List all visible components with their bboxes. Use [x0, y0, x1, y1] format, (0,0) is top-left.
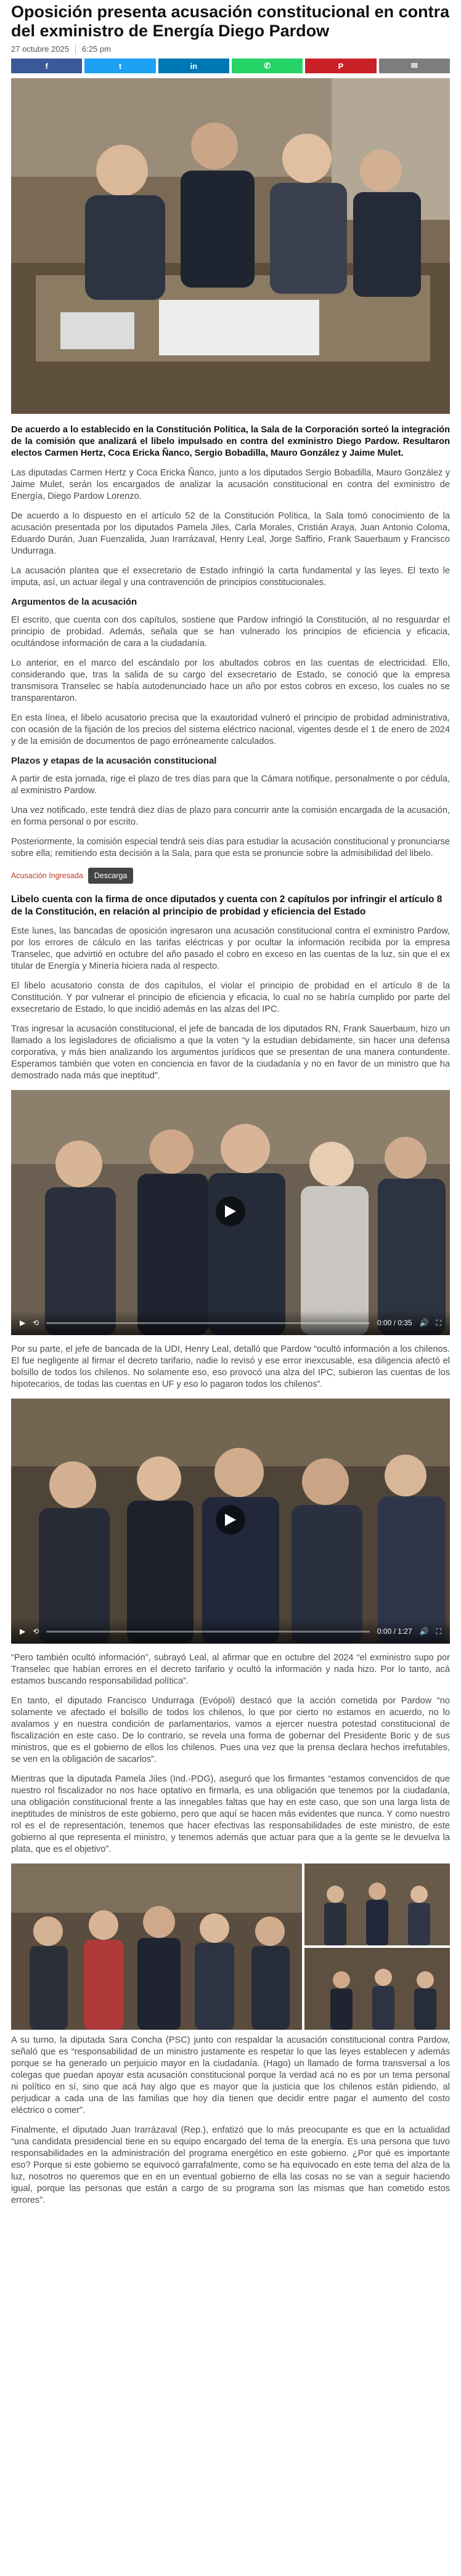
video-progress-bar[interactable]: [46, 1322, 370, 1324]
email-icon: ✉: [410, 61, 418, 70]
volume-icon[interactable]: 🔊: [419, 1318, 429, 1327]
video-progress-bar[interactable]: [46, 1631, 370, 1633]
facebook-icon: f: [45, 61, 48, 71]
share-bar: [11, 59, 450, 73]
paragraph: En esta línea, el libelo acusatorio precisa que la exautoridad vulneró el principio de probidad administrativa, con ocasión de la fijación de los precios del sistema eléctrico nacional, vigentes desde el 1 de enero de 2024 y de la emisión de documentos de pago erróneamente calculados.: [11, 713, 450, 746]
whatsapp-icon: ✆: [264, 61, 271, 70]
linkedin-share-button[interactable]: [158, 59, 229, 73]
pinterest-icon: P: [338, 61, 344, 71]
hero-photo: [11, 78, 450, 417]
paragraph: “Pero también ocultó información”, subrayó Leal, al afirmar que en octubre del 2024 “el exministro supo por Transelec que habían errores en el decreto tarifario y ocultó la información y nada hizo. Por lo tanto, acá estamos buscando responsabilidad política”.: [11, 1653, 450, 1686]
video-controls: [11, 1310, 450, 1335]
paragraph: La acusación plantea que el exsecretario de Estado infringió la carta fundamental y las leyes. El texto le imputa, así, un actuar ilegal y una contravención de principios constitucionales.: [11, 566, 450, 587]
play-icon[interactable]: ▶: [20, 1627, 26, 1636]
paragraph: Por su parte, el jefe de bancada de la UDI, Henry Leal, detalló que Pardow “ocultó información a los chilenos. El fue negligente al firmar el decreto tarifario, nadie lo revisó y ese error inexcusable, esa diligencia afectó el bolsillo de todos los chilenos. No solamente eso, eso provocó una alza del IPC, subieron las cuentas de los hipotecarios, de todas las cuentas en UF y eso lo pagaron todos los chilenos”.: [11, 1344, 450, 1389]
play-button[interactable]: [216, 1505, 245, 1535]
video-time: 0:00 / 1:27: [377, 1627, 412, 1636]
volume-icon[interactable]: 🔊: [419, 1627, 429, 1636]
paragraph: A partir de esta jornada, rige el plazo de tres días para que la Cámara notifique, personalmente o por cédula, al exministro Pardow.: [11, 774, 450, 796]
gallery-photo-main: [11, 1863, 302, 2030]
paragraph: Las diputadas Carmen Hertz y Coca Ericka Ñanco, junto a los diputados Sergio Bobadilla, Mauro González y Jaime Mulet, serán los encargados de analizar la acusación constitucional en contra del exministro de Energía, Diego Pardow Lorenzo.: [11, 468, 450, 501]
section-heading-argumentos: Argumentos de la acusación: [11, 597, 137, 607]
article-subtitle: Libelo cuenta con la firma de once diputados y cuenta con 2 capítulos por infringir el artículo 8 de la Constitución, en relación al principio de probidad y eficiencia del Estado: [11, 894, 443, 917]
gallery-photo-thumb: [304, 1863, 450, 1945]
article-time: 6:25 pm: [75, 44, 111, 54]
paragraph: Finalmente, el diputado Juan Irarrázaval (Rep.), enfatizó que lo más preocupante es que en la actualidad “una candidata presidencial tiene en su equipo encargado del tema de la energía. Es una persona que tuvo responsabilidades en la administración del programa energético en este gobierno. ¿Por qué es importante eso? Porque si este gobierno se equivocó garrafalmente, como se ha equivocado en este tema del alza de la luz, nosotros no queremos que en en un eventual gobierno de ella las cosas no se van a seguir haciendo igual, porque las personas que están a cargo de su programa son las mismas que han cometido estos errores”.: [11, 2125, 450, 2205]
paragraph: Posteriormente, la comisión especial tendrá seis días para estudiar la acusación constitucional y pronunciarse sobre ella; remitiendo esta decisión a la Sala, para que esta se pronuncie sobre la admisibilidad del libelo.: [11, 837, 450, 858]
paragraph: En tanto, el diputado Francisco Undurraga (Evópoli) destacó que la acción cometida por Pardow “no solamente ve afectado el bolsillo de todos los chilenos, lo que por cierto no estamos en acuerdo, no lo avalamos y en nuestra condición de parlamentarios, vamos a ejercer nuestra potestad constitucional de fiscalización en este caso. De lo contrario, se revela una forma de gobernar del Presidente Boric y de sus ministros, que es el gobierno de ellos los chilenos. Pues una vez que la prensa declara hechos irrefutables, se ven en la obligación de sacarlos”.: [11, 1696, 450, 1764]
paragraph: El libelo acusatorio consta de dos capítulos, el violar el principio de probidad en el artículo 8 de la Constitución. Y por vulnerar el principio de eficiencia y eficacia, lo cual no se habría cumplido por parte del exsecretario de Estado, lo que incidió además en las alzas del IPC.: [11, 981, 450, 1014]
acusacion-ingresada-link[interactable]: Acusación Ingresada: [11, 871, 83, 880]
pinterest-share-button[interactable]: [305, 59, 376, 73]
article-meta: [11, 44, 450, 54]
video-time: 0:00 / 0:35: [377, 1318, 412, 1327]
section-heading-plazos: Plazos y etapas de la acusación constitucional: [11, 756, 217, 766]
whatsapp-share-button[interactable]: [232, 59, 303, 73]
fullscreen-icon[interactable]: ⛶: [436, 1626, 441, 1636]
paragraph: Mientras que la diputada Pamela Jiles (Ind.-PDG), aseguró que los firmantes “estamos convencidos de que nuestro rol fiscalizador no nos hace optativo en firmarla, es una obligación que tenemos por la ciudadanía, una obligación constitucional frente a las innegables faltas que hay en este caso, que son una larga lista de ineptitudes de ministros de este gobierno, pero que aquí se hacen más evidentes que nunca. Y como nuestro rol es el de representación, tenemos que hacer efectivas las responsabilidades de este ministro, de este gobierno al que representa el ministro, y tenemos además que actuar para que a la gente se le devuelva la plata, que es el objetivo”.: [11, 1774, 450, 1854]
attachments: [11, 868, 450, 884]
facebook-share-button[interactable]: [11, 59, 82, 73]
twitter-icon: t: [118, 61, 122, 71]
photo-gallery: [11, 1863, 450, 2030]
paragraph: Lo anterior, en el marco del escándalo por los abultados cobros en las cuentas de electricidad. Ello, considerando que, tras la salida de su cargo del exsecretario de Estado, se conoció que la empresa transmisora Transelec se había autodenunciado hace un año por estos cobros en exceso, los cuales no se transparentaron.: [11, 658, 450, 703]
email-share-button[interactable]: [379, 59, 450, 73]
play-button[interactable]: [216, 1197, 245, 1226]
play-icon[interactable]: ▶: [20, 1318, 26, 1327]
paragraph: Una vez notificado, este tendrá diez días de plazo para concurrir ante la comisión encargada de la acusación, en forma personal o por escrito.: [11, 806, 450, 827]
paragraph: Tras ingresar la acusación constitucional, el jefe de bancada de los diputados RN, Frank Sauerbaum, hizo un llamado a los legisladores de oficialismo a que la voten “y la estudian debidamente, sin hacer una defensa corporativa, y más bien analizando los argumentos jurídicos que se presentan de una manera contundente. Esperamos también que voten en conciencia en favor de la ciudadanía y no en favor de un ministro que ha demostrado nada más que ineptitud”.: [11, 1024, 450, 1081]
article-title: Oposición presenta acusación constitucional en contra del exministro de Energía Diego Pardow: [11, 2, 450, 40]
descarga-button[interactable]: Descarga: [88, 868, 134, 884]
gallery-thumbs: [304, 1863, 450, 2030]
video-player-2[interactable]: [11, 1399, 450, 1644]
rewind-icon[interactable]: ⟲: [33, 1318, 39, 1327]
paragraph: A su turno, la diputada Sara Concha (PSC) junto con respaldar la acusación constitucional contra Pardow, señaló que es “responsabilidad de un ministro justamente es respetar lo que las leyes establecen y además porque se ha generado un perjuicio mayor en la ciudadanía. (Hago) un llamado de forma transversal a los colegas que puedan apoyar esta acusación constitucional porque la verdad acá no es por un tema personal ni político en sí, sino que acá hay algo que es mayor que la justicia que los chilenos están pidiendo, al perjudicar a cada una de las familias que hoy día tienen que decidir entre pagar el aumento del costo eléctrico o comer”.: [11, 2035, 450, 2115]
video-player-1[interactable]: [11, 1090, 450, 1335]
article-date: 27 octubre 2025: [11, 44, 69, 54]
paragraph: El escrito, que cuenta con dos capítulos, sostiene que Pardow infringió la Constitución, al no resguardar el principio de probidad. Además, señala que se han vulnerado los principios de eficiencia y eficacia, ocultándose información de cara a la ciudadanía.: [11, 615, 450, 648]
rewind-icon[interactable]: ⟲: [33, 1627, 39, 1636]
article-lead: De acuerdo a lo establecido en la Constitución Política, la Sala de la Corporación sorteó la integración de la comisión que analizará el libelo impulsado en contra del exministro Diego Pardow. Resultaron electos Carmen Hertz, Coca Ericka Ñanco, Sergio Bobadilla, Mauro González y Jaime Mulet.: [11, 425, 450, 458]
gallery-photo-thumb: [304, 1948, 450, 2030]
video-controls: [11, 1619, 450, 1644]
linkedin-icon: in: [190, 61, 198, 71]
fullscreen-icon[interactable]: ⛶: [436, 1318, 441, 1327]
paragraph: Este lunes, las bancadas de oposición ingresaron una acusación constitucional contra el exministro Pardow, por los errores de cálculo en las tarifas eléctricas y por ocultar la información recibida por la empresa Transelec, que advirtió en octubre del año pasado el cobro en exceso en las cuentas de la luz, sin que el ex titular de Energía y Minería hiciera nada al respecto.: [11, 926, 450, 971]
twitter-share-button[interactable]: [84, 59, 155, 73]
paragraph: De acuerdo a lo dispuesto en el artículo 52 de la Constitución Política, la Sala tomó conocimiento de la acusación presentada por los diputados Pamela Jiles, Carla Morales, Cristián Araya, Juan Antonio Coloma, Eduardo Durán, Juan Fuenzalida, Juan Irarrázaval, Henry Leal, Jorge Saffirio, Frank Sauerbaum y Francisco Undurraga.: [11, 511, 450, 556]
